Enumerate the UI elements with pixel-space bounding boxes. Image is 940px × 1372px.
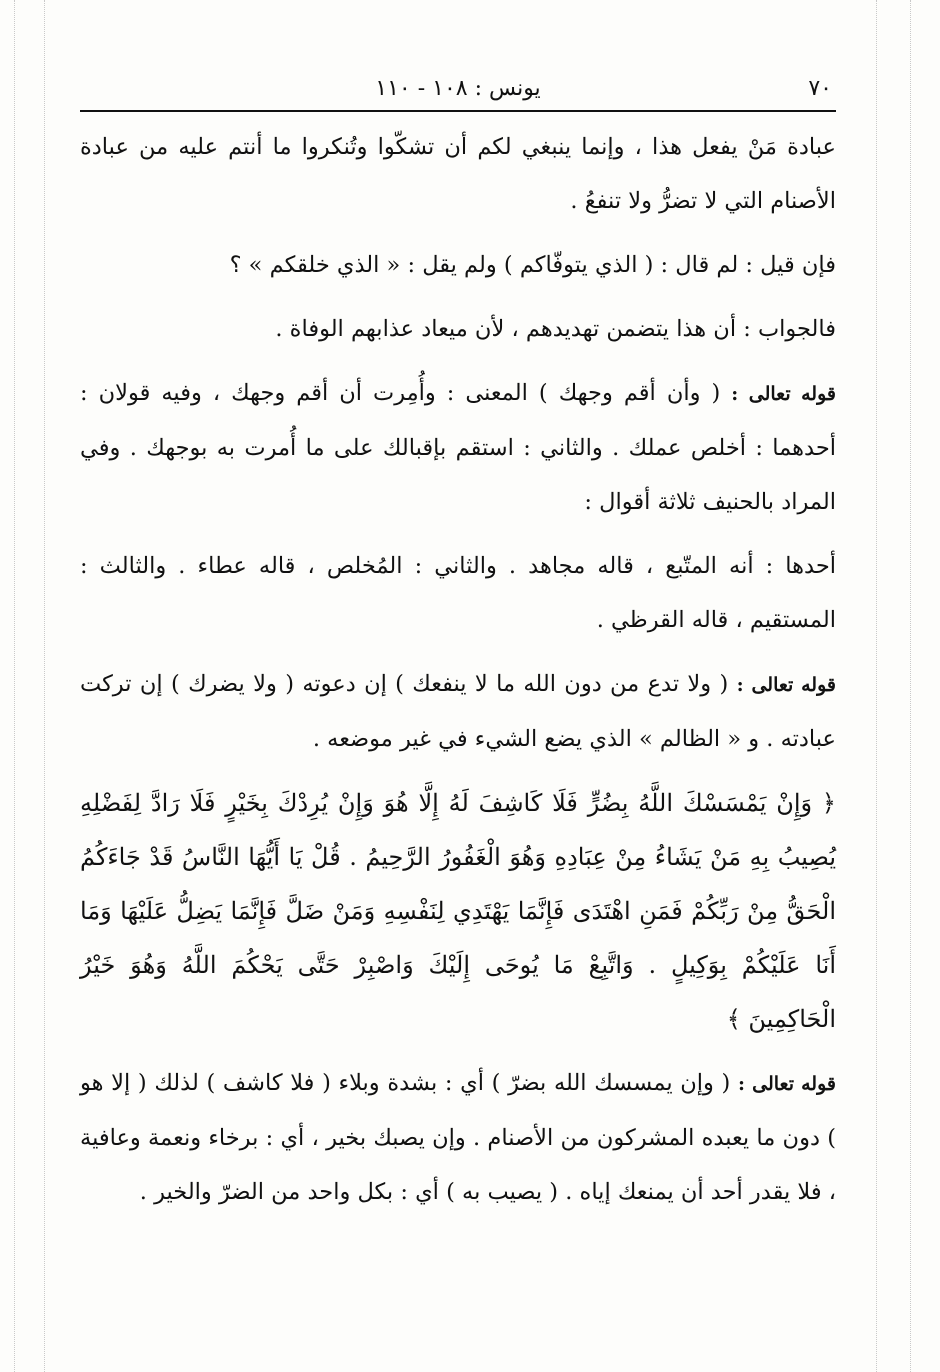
book-page xyxy=(80,70,836,1229)
page-body xyxy=(80,120,836,1219)
page-header xyxy=(80,70,836,112)
running-title: يونس : ١٠٨ - ١١٠ xyxy=(375,76,541,101)
scan-dotted-line xyxy=(876,0,877,1372)
paragraph xyxy=(80,302,836,356)
section-lead: قوله تعالى : xyxy=(731,383,836,405)
paragraph xyxy=(80,238,836,292)
scan-dotted-line xyxy=(44,0,45,1372)
paragraph xyxy=(80,1056,836,1219)
scan-dotted-line xyxy=(14,0,15,1372)
quran-verse xyxy=(80,776,836,1046)
paragraph-text: فالجواب : أن هذا يتضمن تهديدهم ، لأن ميعاد عذابهم الوفاة . xyxy=(275,316,836,342)
quran-verse-text: ﴿ وَإِنْ يَمْسَسْكَ اللَّهُ بِضُرٍّ فَلَا كَاشِفَ لَهُ إِلَّا هُوَ وَإِنْ يُرِدْكَ بِخَيْرٍ فَلَا رَادَّ لِفَضْلِهِ يُصِيبُ بِهِ مَنْ يَشَاءُ مِنْ عِبَادِهِ وَهُوَ الْغَفُورُ الرَّحِيمُ . قُلْ يَا أَيُّهَا النَّاسُ قَدْ جَاءَكُمُ الْحَقُّ مِنْ رَبِّكُمْ فَمَنِ اهْتَدَى فَإِنَّمَا يَهْتَدِي لِنَفْسِهِ وَمَنْ ضَلَّ فَإِنَّمَا يَضِلُّ عَلَيْهَا وَمَا أَنَا عَلَيْكُمْ بِوَكِيلٍ . وَاتَّبِعْ مَا يُوحَى إِلَيْكَ وَاصْبِرْ حَتَّى يَحْكُمَ اللَّهُ وَهُوَ خَيْرُ الْحَاكِمِينَ ﴾ xyxy=(80,789,837,1033)
paragraph xyxy=(80,657,836,766)
section-lead: قوله تعالى : xyxy=(737,1073,836,1095)
page-number: ٧٠ xyxy=(808,76,832,101)
paragraph-text: فإن قيل : لم قال : ( الذي يتوفّاكم ) ولم يقل : « الذي خلقكم » ؟ xyxy=(229,252,836,278)
paragraph-text: ( ولا تدع من دون الله ما لا ينفعك ) إن دعوته ( ولا يضرك ) إن تركت عبادته . و « الظالم » الذي يضع الشيء في غير موضعه . xyxy=(80,671,836,752)
paragraph-text: ( وأن أقم وجهك ) المعنى : وأُمِرت أن أقم وجهك ، وفيه قولان : أحدهما : أخلص عملك . والثاني : استقم بإقبالك على ما أُمرت به بوجهك . وفي المراد بالحنيف ثلاثة أقوال : xyxy=(80,380,836,515)
section-lead: قوله تعالى : xyxy=(736,674,836,696)
scan-dotted-line xyxy=(910,0,911,1372)
paragraph xyxy=(80,120,836,228)
paragraph-text: عبادة مَنْ يفعل هذا ، وإنما ينبغي لكم أن تشكّوا وتُنكروا ما أنتم عليه من عبادة الأصنام التي لا تضرُّ ولا تنفعُ . xyxy=(80,134,836,214)
paragraph-text: ( وإن يمسسك الله بضرّ ) أي : بشدة وبلاء ( فلا كاشف ) لذلك ( إلا هو ) دون ما يعبده المشركون من الأصنام . وإن يصبك بخير ، أي : برخاء ونعمة وعافية ، فلا يقدر أحد أن يمنعك إياه . ( يصيب به ) أي : بكل واحد من الضرّ والخير . xyxy=(80,1070,836,1205)
paragraph-text: أحدها : أنه المتّبع ، قاله مجاهد . والثاني : المُخلص ، قاله عطاء . والثالث : المستقيم ، قاله القرظي . xyxy=(80,553,836,633)
paragraph xyxy=(80,539,836,647)
paragraph xyxy=(80,366,836,529)
